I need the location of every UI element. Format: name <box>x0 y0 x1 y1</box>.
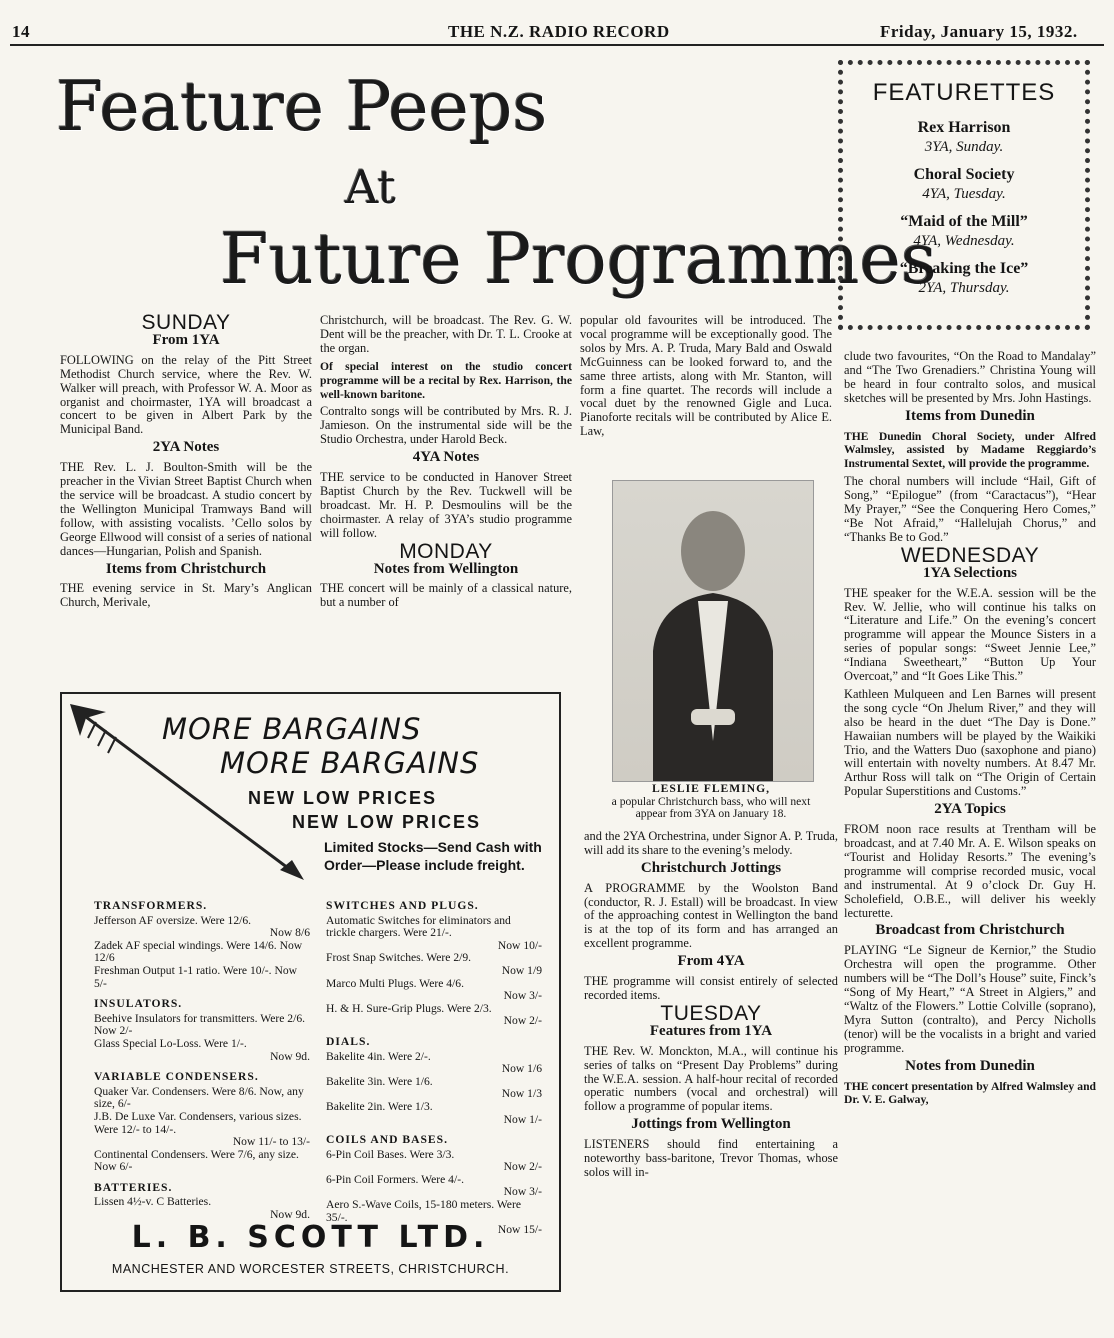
column-1 <box>60 312 312 690</box>
article-paragraph: Christchurch, will be broadcast. The Rev. G. W. Dent will be the preacher, with Dr. T. L. Crooke at the organ. <box>320 313 572 355</box>
ad-item: Beehive Insulators for transmitters. Were 2/6. Now 2/- <box>94 1011 306 1038</box>
ad-address: MANCHESTER AND WORCESTER STREETS, CHRISTCHURCH. <box>111 1262 510 1276</box>
article-paragraph: THE concert will be mainly of a classical nature, but a number of <box>320 581 572 610</box>
2ya-topics-heading: 2YA Topics <box>934 801 1006 818</box>
article-paragraph: Kathleen Mulqueen and Len Barnes will present the song cycle “On Jhelum River,” and they will also be heard in the duet “The Day is Done.” Hawaiian numbers will be played by the Waikiki Trio, and the Watters Duo (saxophone and piano) will entertain with novelty numbers. At 8.47 Mr. Arthur Ross will talk on “The Origin of Certain Popular Superstitions and Customs.” <box>844 686 1096 799</box>
ad-item: Aero S.-Wave Coils, 15-180 meters. Were 35/-. <box>326 1198 521 1224</box>
ad-item: Zadek AF special windings. Were 14/6. Now 12/6 <box>94 938 303 965</box>
article-paragraph: THE evening service in St. Mary’s Anglican Church, Merivale, <box>60 581 312 610</box>
article-paragraph: FROM noon race results at Trentham will be broadcast, and at 7.40 Mr. A. E. Wilson speaks on “Tourist and Holiday Resorts.” The evening’s programme will comprise recorded music, vocal and instrumental. At 9 o’clock Dr. Guy H. Scholefield, O.B.E., will deliver his weekly lecturette. <box>844 822 1096 920</box>
article-paragraph-bold: THE concert presentation by Alfred Walmsley and Dr. V. E. Galway, <box>844 1079 1096 1107</box>
featurettes-box <box>838 60 1090 330</box>
wellington-jottings-heading: Jottings from Wellington <box>631 1116 791 1133</box>
article-paragraph: clude two favourites, “On the Road to Mandalay” and “The Two Grenadiers.” Christina Young will be heard in four contralto solos, and musical sketches will be presented by Mrs. John Hastings. <box>844 349 1096 405</box>
ad-subheadline-2: NEW LOW PRICES <box>292 812 481 832</box>
article-paragraph: and the 2YA Orchestrina, under Signor A. P. Truda, will add its share to the evening’s melody. <box>584 828 838 857</box>
wednesday-heading: WEDNESDAY <box>900 543 1040 567</box>
article-paragraph: FOLLOWING on the relay of the Pitt Street Methodist Church service, where the Rev. W. Walker will preach, with Professor W. A. Moor as organist and choirmaster, 1YA will broadcast a concert to be given in Albert Park by the Municipal Band. <box>60 352 312 437</box>
4ya-notes-heading: 4YA Notes <box>412 449 480 466</box>
article-paragraph: popular old favourites will be introduced. The vocal programme will be exceptionally good. The solos by Mrs. A. P. Truda, Mary Bald and Oswald McGuinness can be looked forward to, and the same three artists, along with Mr. Stanton, will form a fine quartet. The records will include a vocal duet by the renowned Gigle and Luca. Pianoforte recitals will be contributed by Alice E. Law, <box>580 313 832 439</box>
ad-item: J.B. De Luxe Var. Condensers, various sizes. Were 12/- to 14/-. <box>94 1109 302 1136</box>
title-line-1: Feature Peeps <box>56 68 548 147</box>
article-paragraph: THE programme will consist entirely of selected recorded items. <box>584 974 838 1002</box>
ad-section-heading: SWITCHES AND PLUGS. <box>326 899 479 912</box>
ad-item-price: Now 9d. <box>270 1049 310 1063</box>
column-4 <box>844 350 1096 1292</box>
featurette-name: “Maid of the Mill” <box>900 213 1028 230</box>
title-line-3: Future Programmes <box>220 218 937 300</box>
ad-item: Automatic Switches for eliminators and trickle chargers. Were 21/-. <box>326 913 511 940</box>
ad-section-heading: INSULATORS. <box>94 997 183 1011</box>
column-2 <box>320 314 572 690</box>
ad-section-heading: TRANSFORMERS. <box>94 899 208 912</box>
article-paragraph: THE Rev. W. Monckton, M.A., will continue his series of talks on “Present Day Problems” during the W.E.A. session. A half-hour recital of recorded operatic numbers (vocal and orchestral) will follow a programme of popular items. <box>584 1043 838 1114</box>
featurette-when: 3YA, Sunday. <box>924 139 1004 155</box>
ad-headline-1: MORE BARGAINS <box>162 712 422 746</box>
christchurch-jottings-heading: Christchurch Jottings <box>640 859 782 876</box>
page-number: 14 <box>12 22 30 41</box>
ad-item-price: Now 2/- <box>503 1160 542 1174</box>
paper-title: THE N.Z. RADIO RECORD <box>448 22 670 41</box>
featurette-name: Rex Harrison <box>917 119 1011 136</box>
1ya-selections-heading: 1YA Selections <box>922 564 1018 581</box>
article-paragraph: THE speaker for the W.E.A. session will be the Rev. W. Jellie, who will continue his talks on “Literature and Life.” On the evening’s concert programme will appear the Mounce Sisters in a series of popular songs: “Sweet Jennie Lee,” “Indiana Sweetheart,” “Button Up Your Overcoat,” and “It Goes Like This.” <box>844 585 1096 684</box>
dunedin-notes-heading: Notes from Dunedin <box>905 1057 1035 1074</box>
article-paragraph: THE Rev. L. J. Boulton-Smith will be the preacher in the Vivian Street Baptist Church when the service will be broadcast. A studio concert by the Wellington Municipal Tramways Band will follow, with assisting vocalists. ’Cello solos by George Ellwood will consist of a series of national dances—Hungarian, Polish and Spanish. <box>60 460 312 558</box>
features-1ya-heading: Features from 1YA <box>649 1022 773 1039</box>
ad-item: Freshman Output 1-1 ratio. Were 10/-. Now 5/- <box>94 963 297 990</box>
article-paragraph-bold: Of special interest on the studio concert programme will be a recital by Rex. Harrison, the well-known baritone. <box>320 359 572 401</box>
ad-item: Continental Condensers. Were 7/6, any size. Now 6/- <box>94 1147 299 1174</box>
ad-item-price: Now 1/- <box>503 1112 542 1126</box>
ad-section-heading: BATTERIES. <box>94 1180 173 1194</box>
broadcast-christchurch-heading: Broadcast from Christchurch <box>875 922 1065 939</box>
ad-item-price: Now 8/6 <box>269 926 310 940</box>
ad-item: Bakelite 3in. Were 1/6. <box>326 1074 433 1088</box>
ad-left-column <box>94 892 310 1222</box>
ad-company-name: L. B. SCOTT LTD. <box>131 1220 490 1255</box>
featurette-name: Choral Society <box>913 166 1015 183</box>
dunedin-items-heading: Items from Dunedin <box>905 407 1035 424</box>
ad-item: Lissen 4½-v. C Batteries. <box>94 1195 212 1209</box>
photo-caption: a popular Christchurch bass, who will next appear from 3YA on January 18. <box>611 794 811 820</box>
featurette-name: “Breaking the Ice” <box>899 260 1029 277</box>
ad-section-heading: VARIABLE CONDENSERS. <box>94 1070 259 1084</box>
sunday-heading: SUNDAY <box>141 311 231 334</box>
title-line-2: At <box>345 160 396 214</box>
leslie-fleming-photo <box>612 480 814 782</box>
from-4ya-heading: From 4YA <box>677 953 745 970</box>
article-paragraph: LISTENERS should find entertaining a noteworthy bass-baritone, Trevor Thomas, whose solos will in- <box>584 1137 838 1179</box>
ad-item: Glass Special Lo-Loss. Were 1/-. <box>94 1036 247 1050</box>
column-3-bottom <box>584 782 838 1292</box>
ad-item-price: Now 2/- <box>503 1014 542 1028</box>
ad-item-price: Now 3/- <box>503 989 542 1003</box>
ad-item-price: Now 1/9 <box>501 963 542 977</box>
featurette-when: 2YA, Thursday. <box>918 280 1010 296</box>
ad-item-price: Now 11/- to 13/- <box>232 1135 310 1149</box>
portrait-illustration <box>613 481 813 781</box>
ad-item: Quaker Var. Condensers. Were 8/6. Now, any size, 6/- <box>94 1084 304 1111</box>
ad-item: H. & H. Sure-Grip Plugs. Were 2/3. <box>326 1001 492 1015</box>
issue-date: Friday, January 15, 1932. <box>880 22 1078 41</box>
wellington-notes-heading: Notes from Wellington <box>373 560 519 577</box>
article-paragraph: PLAYING “Le Signeur de Kernior,” the Studio Orchestra will open the programme. Other numbers will be “The Doll’s House” suite, Finck’s “Song of My Heart,” “A Street in Algiers,” and “Waltz of the Flowers.” Lottie Colville (soprano), Myra Sutton (contralto), and Percy Nicholls (tenor) will be the vocalists in a bright and varied programme. <box>844 943 1096 1055</box>
article-paragraph: The choral numbers will include “Hail, Gift of Song,” “Epilogue” (from “Caractacus”), “Hear My Prayer,” “See the Conquering Hero Comes,” “Be Not Afraid,” “Hallelujah Chorus,” and “Thanks Be to God.” <box>844 474 1096 544</box>
ad-item: 6-Pin Coil Formers. Were 4/-. <box>326 1172 464 1186</box>
article-paragraph: A PROGRAMME by the Woolston Band (conductor, R. J. Estall) will be broadcast. In view of the approaching contest in Wellington the band is at the top of its form and has arranged an excellent programme. <box>584 880 838 951</box>
ad-section-heading: DIALS. <box>326 1034 371 1048</box>
ad-item-price: Now 10/- <box>497 938 542 952</box>
header-rule <box>10 44 1104 46</box>
article-paragraph-bold: THE Dunedin Choral Society, under Alfred Walmsley, assisted by Madame Reggiardo’s Instrumental Sextet, will provide the programme. <box>844 429 1096 471</box>
column-3-top <box>580 314 832 474</box>
2ya-notes-heading: 2YA Notes <box>152 439 220 456</box>
ad-headline-2: MORE BARGAINS <box>220 746 480 780</box>
from-1ya-heading: From 1YA <box>152 331 220 348</box>
featurette-when: 4YA, Tuesday. <box>922 186 1006 202</box>
tuesday-heading: TUESDAY <box>660 1001 762 1025</box>
ad-section-heading: COILS AND BASES. <box>326 1133 448 1147</box>
ad-item: Frost Snap Switches. Were 2/9. <box>326 951 472 965</box>
advertisement-box <box>60 692 561 1292</box>
article-paragraph: Contralto songs will be contributed by Mrs. R. J. Jamieson. On the instrumental side will be the Studio Orchestra, under Harold Beck. <box>320 404 572 447</box>
ad-item: Marco Multi Plugs. Were 4/6. <box>326 976 464 990</box>
monday-heading: MONDAY <box>399 539 493 563</box>
ad-item: Bakelite 2in. Were 1/3. <box>326 1099 433 1113</box>
ad-subheadline-1: NEW LOW PRICES <box>248 788 437 808</box>
article-paragraph: THE service to be conducted in Hanover Street Baptist Church by the Rev. Tuckwell will be broadcast. Mr. H. P. Desmoulins will be the choirmaster. A relay of 3YA’s studio programme will follow. <box>320 470 572 540</box>
christchurch-items-heading: Items from Christchurch <box>105 560 267 577</box>
featurettes-title: FEATURETTES <box>872 79 1056 106</box>
featurette-when: 4YA, Wednesday. <box>913 233 1015 249</box>
ad-stocks-note: Limited Stocks—Send Cash with Order—Please include freight. <box>324 839 542 873</box>
ad-item: Bakelite 4in. Were 2/-. <box>326 1049 431 1063</box>
ad-item: 6-Pin Coil Bases. Were 3/3. <box>326 1147 455 1161</box>
ad-item-price: Now 1/6 <box>501 1062 542 1076</box>
ad-item-price: Now 1/3 <box>501 1087 542 1101</box>
ad-item-price: Now 9d. <box>270 1208 310 1222</box>
ad-item: Jefferson AF oversize. Were 12/6. <box>94 913 252 927</box>
ad-right-column <box>326 892 542 1237</box>
photo-caption-name: LESLIE FLEMING, <box>651 782 771 795</box>
ad-item-price: Now 3/- <box>503 1185 542 1199</box>
ad-item-price: Now 15/- <box>497 1223 542 1237</box>
